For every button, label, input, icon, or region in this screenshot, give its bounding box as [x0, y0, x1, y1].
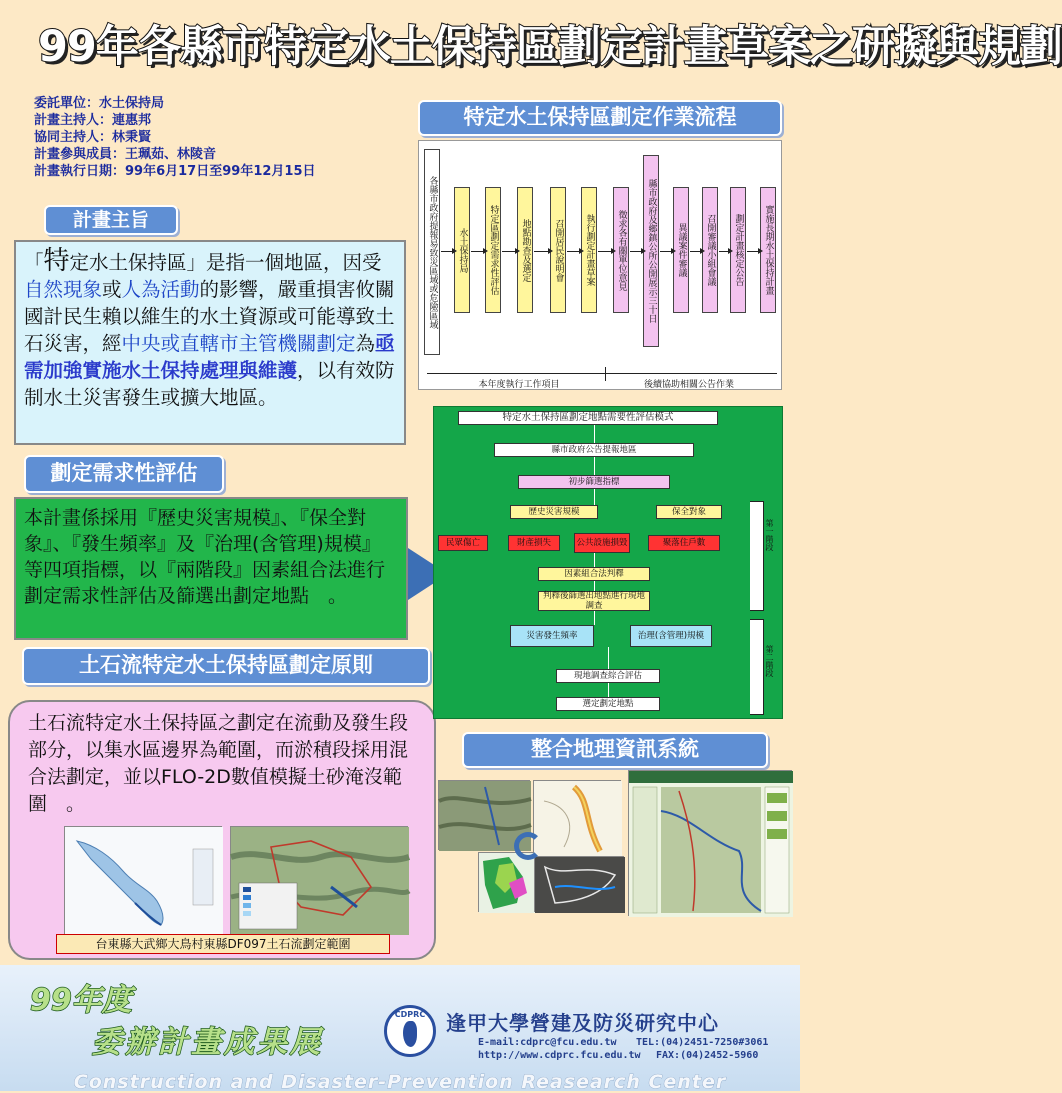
flow-arrow-8 — [660, 251, 672, 252]
assess-node-public-facility: 公共設施損毀 — [574, 533, 630, 553]
center-name: 逢甲大學營建及防災研究中心 — [446, 1011, 719, 1035]
assess-line-1 — [594, 425, 595, 443]
assess-node-field-survey-select: 判釋後篩選出地點進行現地調查 — [538, 591, 650, 611]
assess-line-6 — [594, 611, 595, 625]
flow-step-9: 異議案件審議 — [673, 187, 689, 313]
assess-node-field-evaluation: 現地調查綜合評估 — [556, 669, 660, 683]
debris-flow-map-left-svg — [65, 827, 223, 935]
footer-year: 99年度 — [30, 983, 132, 1018]
flow-arrow-1 — [441, 251, 453, 252]
debris-flow-map-left — [64, 826, 222, 934]
assess-line-4 — [594, 553, 595, 567]
phase-1-bracket — [750, 501, 764, 611]
gis-map-contour — [533, 780, 621, 856]
taiwan-shape-icon — [403, 1021, 417, 1047]
info-period: 計畫執行日期：99年6月17日至99年12月15日 — [34, 164, 316, 179]
assess-node-factor-combo: 因素組合法判釋 — [538, 567, 650, 581]
assess-title: 特定水土保持區劃定地點需要性評估模式 — [458, 411, 718, 425]
flow-step-1: 各縣市政府提報易致災區域或危險區域 — [424, 149, 440, 355]
flow-step-7: 徵求各有關單位意見 — [613, 187, 629, 313]
flow-step-8: 縣市政府及鄉鎮公所公開展示三十日 — [643, 155, 659, 347]
poster-title: 99年各縣市特定水土保持區劃定計畫草案之研擬與規劃 — [38, 22, 1062, 72]
principle-caption: 台東縣大武鄉大鳥村東縣DF097土石流劃定範圍 — [56, 934, 390, 954]
info-pi: 計畫主持人：連惠邦 — [34, 113, 152, 128]
section-label-principle: 土石流特定水土保持區劃定原則 — [22, 647, 430, 685]
flow-step-10: 召開審議小組會議 — [702, 187, 718, 313]
cdprc-logo-text: CDPRC — [394, 1010, 426, 1019]
flow-step-5: 召開居民說明會 — [550, 187, 566, 313]
section-label-gis: 整合地理資訊系統 — [462, 732, 768, 768]
assess-node-history: 歷史災害規模 — [510, 505, 598, 519]
cdprc-logo — [384, 1005, 436, 1057]
flow-arrow-10 — [719, 251, 729, 252]
debris-flow-map-right — [230, 826, 408, 934]
assess-node-frequency: 災害發生頻率 — [510, 625, 594, 647]
flow-arrow-2 — [471, 251, 484, 252]
footer — [0, 965, 800, 1091]
flow-step-12: 實施長期水土保持計畫 — [760, 187, 776, 313]
flow-step-6: 執行劃定計畫草案 — [581, 187, 597, 313]
footer-slogan: 委辦計畫成果展 — [92, 1025, 323, 1060]
purpose-text: 「特定水土保持區」是指一個地區，因受自然現象或人為活動的影響，嚴重損害攸關國計民生賴以維生的水土資源或可能導致土石災害，經中央或直轄市主管機關劃定為亟需加強實施水土保持處理與維護，以有效防制水土災害發生或擴大地區。 — [24, 246, 395, 409]
assess-node-property-loss: 財產損失 — [508, 535, 560, 551]
gis-map-aerial-svg — [535, 857, 625, 913]
gis-cycle-arrow-icon — [514, 832, 542, 860]
gis-map-landuse — [478, 852, 534, 912]
assessment-text: 本計畫係採用『歷史災害規模』、『保全對象』、『發生頻率』及『治理(含管理)規模』等四項指標，以『兩階段』因素組合法進行劃定需求性評估及篩選出劃定地點 。 — [24, 507, 386, 607]
flow-step-4: 地點勘查及選定 — [517, 187, 533, 313]
timeline-divider — [605, 367, 606, 381]
assess-node-casualties: 民眾傷亡 — [438, 535, 488, 551]
project-info — [34, 95, 316, 180]
gis-map-landuse-svg — [479, 853, 535, 913]
flow-step-3: 特定區劃定需求性評估 — [485, 187, 501, 313]
assess-line-2 — [594, 457, 595, 475]
assess-node-protected: 保全對象 — [656, 505, 722, 519]
debris-flow-map-right-svg — [231, 827, 409, 935]
assessment-box — [14, 497, 408, 640]
purpose-box — [14, 240, 406, 445]
flow-arrow-6 — [598, 251, 612, 252]
flow-step-11: 劃定計畫核定公告 — [730, 187, 746, 313]
contact-url[interactable]: http://www.cdprc.fcu.edu.tw — [478, 1050, 641, 1061]
section-label-flow: 特定水土保持區劃定作業流程 — [418, 100, 782, 136]
flow-arrow-9 — [690, 251, 701, 252]
footer-banner: Construction and Disaster-Prevention Reasearch Center — [73, 1071, 727, 1093]
assessment-flowchart — [433, 406, 783, 719]
section-label-assessment: 劃定需求性評估 — [24, 455, 224, 493]
assess-node-select-site: 選定劃定地點 — [556, 697, 660, 711]
flow-step-2: 水土保持局 — [454, 187, 470, 313]
assess-node-households: 聚落住戶數 — [648, 535, 720, 551]
section-label-purpose: 計畫主旨 — [44, 205, 178, 235]
flow-arrow-4 — [534, 251, 549, 252]
flow-arrow-7 — [630, 251, 642, 252]
contact-fax: FAX:(04)2452-5960 — [656, 1050, 759, 1061]
info-members: 計畫參與成員：王珮茹、林陵音 — [34, 147, 217, 162]
phase-2-bracket — [750, 619, 764, 715]
gis-map-aerial — [534, 856, 624, 912]
phase-1-label: 第一階段 — [765, 519, 774, 551]
assess-line-8 — [608, 683, 609, 697]
flow-arrow-3 — [502, 251, 516, 252]
principle-text: 土石流特定水土保持區之劃定在流動及發生段部分，以集水區邊界為範圍，而淤積段採用混合法劃定，並以FLO-2D數值模擬土砂淹沒範圍 。 — [28, 712, 409, 815]
timeline-follow-up: 後續協助相關公告作業 — [643, 380, 734, 390]
assess-line-3 — [594, 489, 595, 505]
gis-web-platform — [628, 770, 792, 916]
timeline-current-year: 本年度執行工作項目 — [478, 380, 560, 390]
contact-email[interactable]: E-mail:cdprc@fcu.edu.tw — [478, 1037, 617, 1048]
info-commissioner: 委託單位：水土保持局 — [34, 96, 165, 111]
contact-tel: TEL:(04)2451-7250#3061 — [636, 1037, 769, 1048]
flow-arrow-11 — [747, 251, 759, 252]
flow-arrow-5 — [567, 251, 580, 252]
timeline-bar — [427, 373, 777, 374]
phase-2-label: 第二階段 — [765, 645, 774, 677]
info-co-pi: 協同主持人：林秉賢 — [34, 130, 152, 145]
flow-chart — [418, 140, 782, 390]
assess-node-initial-screen: 初步篩選指標 — [518, 475, 670, 489]
gis-map-contour-svg — [534, 781, 622, 857]
assess-node-county-report: 縣市政府公告提報地區 — [494, 443, 694, 457]
assess-line-7 — [608, 647, 609, 669]
gis-web-platform-svg — [629, 771, 793, 917]
assess-line-5 — [594, 581, 595, 591]
assess-node-governance-scale: 治理(含管理)規模 — [630, 625, 712, 647]
